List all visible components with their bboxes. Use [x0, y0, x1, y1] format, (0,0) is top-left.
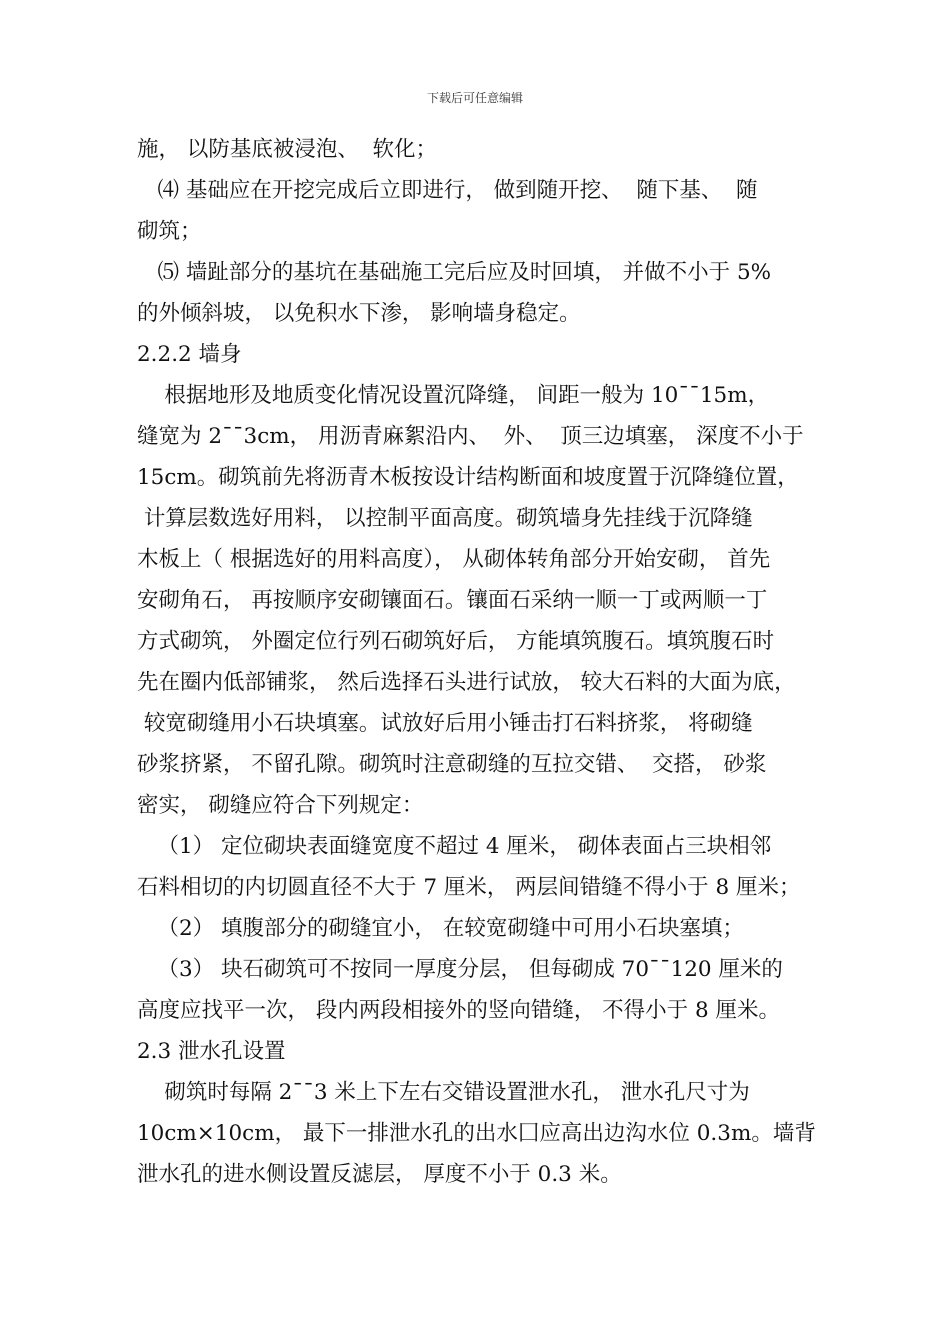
text-line: （1） 定位砌块表面缝宽度不超过 4 厘米， 砌体表面占三块相邻 — [137, 834, 772, 859]
text-line: 密实， 砌缝应符合下列规定： — [137, 793, 424, 818]
text-line: 砂浆挤紧， 不留孔隙。砌筑时注意砌缝的互拉交错、 交搭， 砂浆 — [137, 752, 767, 777]
section-heading: 2.2.2 墙身 — [137, 342, 242, 367]
text-line: 安砌角石， 再按顺序安砌镶面石。镶面石采纳一顺一丁或两顺一丁 — [137, 588, 768, 613]
text-line: 砌筑时每隔 2¯¯3 米上下左右交错设置泄水孔， 泄水孔尺寸为 — [137, 1080, 750, 1105]
text-line: 10cm×10cm， 最下一排泄水孔的出水囗应高出边沟水位 0.3m。墙背 — [137, 1121, 816, 1146]
text-line: 施， 以防基底被浸泡、 软化； — [137, 137, 438, 162]
text-line: 石料相切的内切圆直径不大于 7 厘米， 两层间错缝不得小于 8 厘米； — [137, 875, 801, 900]
text-line: 15cm。砌筑前先将沥青木板按设计结构断面和坡度置于沉降缝位置， — [137, 465, 799, 490]
text-line: 较宽砌缝用小石块填塞。试放好后用小锤击打石料挤浆， 将砌缝 — [137, 711, 753, 736]
text-line: 高度应找平一次， 段内两段相接外的竖向错缝， 不得小于 8 厘米。 — [137, 998, 781, 1023]
text-line: 泄水孔的进水侧设置反滤层， 厚度不小于 0.3 米。 — [137, 1162, 622, 1187]
text-line: 先在圈内低部铺浆， 然后选择石头进行试放， 较大石料的大面为底， — [137, 670, 796, 695]
text-line: ⑷ 基础应在开挖完成后立即进行， 做到随开挖、 随下基、 随 — [137, 178, 758, 203]
text-line: 的外倾斜坡， 以免积水下渗， 影响墙身稳定。 — [137, 301, 581, 326]
text-line: （3） 块石砌筑可不按同一厚度分层， 但每砌成 70¯¯120 厘米的 — [137, 957, 783, 982]
text-line: 计算层数选好用料， 以控制平面高度。砌筑墙身先挂线于沉降缝 — [137, 506, 753, 531]
section-heading: 2.3 泄水孔设置 — [137, 1039, 286, 1064]
text-line: 木板上（ 根据选好的用料高度）， 从砌体转角部分开始安砌， 首先 — [137, 547, 771, 572]
text-line: 缝宽为 2¯¯3cm， 用沥青麻絮沿内、 外、 顶三边填塞， 深度不小于 — [137, 424, 804, 449]
text-line: 根据地形及地质变化情况设置沉降缝， 间距一般为 10¯¯15m， — [137, 383, 770, 408]
text-line: 方式砌筑， 外圈定位行列石砌筑好后， 方能填筑腹石。填筑腹石时 — [137, 629, 775, 654]
text-line: （2） 填腹部分的砌缝宜小， 在较宽砌缝中可用小石块塞填； — [137, 916, 744, 941]
text-line: ⑸ 墙趾部分的基坑在基础施工完后应及时回填， 并做不小于 5% — [137, 260, 772, 285]
text-line: 砌筑； — [137, 219, 202, 244]
page-header: 下载后可任意编辑 — [426, 91, 523, 105]
